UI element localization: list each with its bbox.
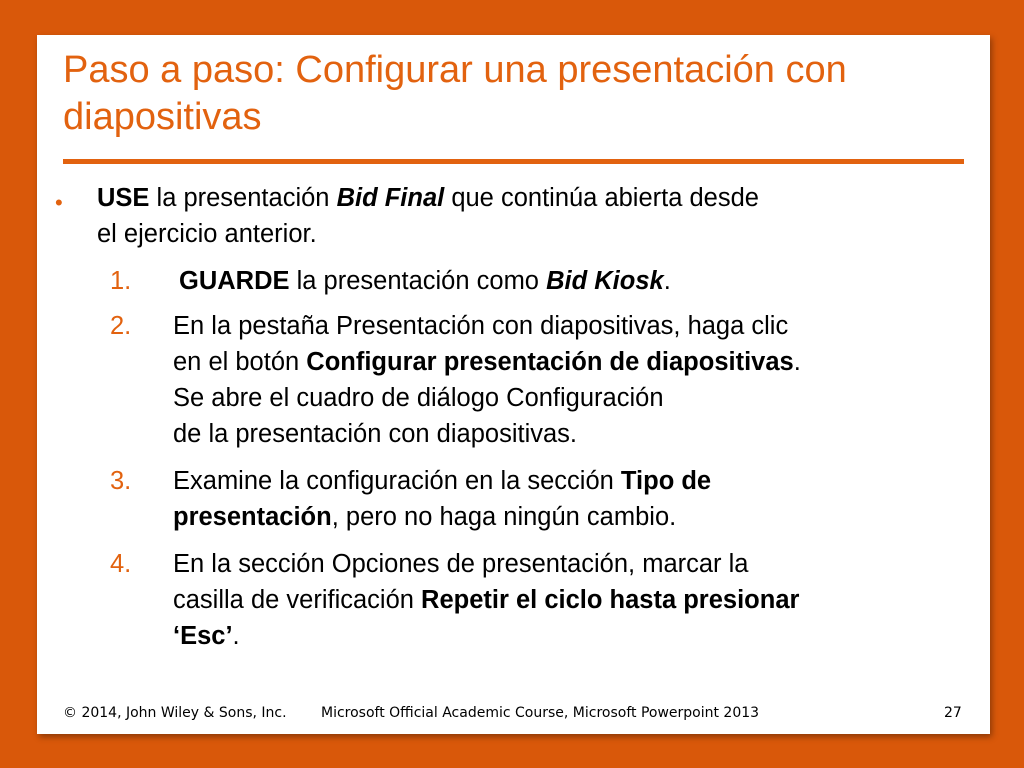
- step-1-number: 1.: [110, 267, 132, 295]
- step-2-line-3: Se abre el cuadro de diálogo Configuración: [173, 384, 664, 412]
- step-3-line-2: presentación, pero no haga ningún cambio.: [173, 503, 677, 531]
- file-name-bid-final: Bid Final: [336, 184, 445, 212]
- slide-title: Paso a paso: Configurar una presentación con diapositivas: [63, 49, 847, 138]
- footer-page-number: 27: [944, 705, 962, 721]
- step-2-line-1: En la pestaña Presentación con diapositivas, haga clic: [173, 312, 789, 340]
- step-2-number: 2.: [110, 312, 132, 340]
- bullet-line-2: el ejercicio anterior.: [97, 220, 317, 248]
- step-3-number: 3.: [110, 467, 132, 495]
- slide: [37, 35, 990, 734]
- use-label: USE: [97, 184, 150, 212]
- file-name-bid-kiosk: Bid Kiosk: [546, 267, 664, 295]
- step-4-line-2: casilla de verificación Repetir el ciclo hasta presionar: [173, 586, 800, 614]
- bullet-glyph: •: [55, 190, 63, 215]
- bullet-line-1: USE la presentación Bid Final que continúa abierta desde: [97, 184, 759, 212]
- step-4-line-3: ‘Esc’.: [173, 622, 240, 650]
- step-3-line-1: Examine la configuración en la sección Tipo de: [173, 467, 712, 495]
- step-4-number: 4.: [110, 550, 132, 578]
- step-2-line-2: en el botón Configurar presentación de diapositivas.: [173, 348, 801, 376]
- footer-course: Microsoft Official Academic Course, Microsoft Powerpoint 2013: [321, 705, 760, 721]
- step-1-text: GUARDE la presentación como Bid Kiosk.: [179, 267, 671, 295]
- step-4-line-1: En la sección Opciones de presentación, marcar la: [173, 550, 749, 578]
- step-2-line-4: de la presentación con diapositivas.: [173, 420, 578, 448]
- title-underline: [63, 159, 964, 164]
- footer-copyright: © 2014, John Wiley & Sons, Inc.: [63, 705, 287, 721]
